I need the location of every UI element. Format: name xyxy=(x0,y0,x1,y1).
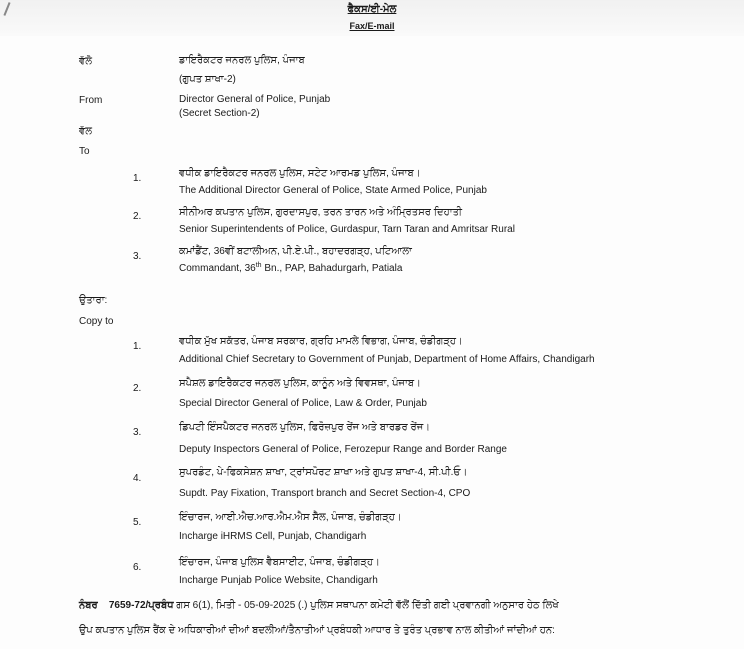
commandant-text: Commandant, 36 xyxy=(179,263,256,274)
copy-item-punjabi: ਡਿਪਟੀ ਇੰਸਪੈਕਟਰ ਜਨਰਲ ਪੁਲਿਸ, ਫਿਰੋਜ਼ਪੁਰ ਰੇਂਜ ਅਤੇ ਬਾਰਡਰ ਰੇਂਜ। xyxy=(179,422,430,433)
to-item-number: 1. xyxy=(133,173,142,184)
from-line1-english: Director General of Police, Punjab xyxy=(179,94,331,105)
ordinal-suffix: th xyxy=(255,262,262,269)
reference-number: 7659-72/ਪ੍ਰਬੰਧ xyxy=(108,600,174,611)
reference-text: ਗਸ 6(1), ਮਿਤੀ - 05-09-2025 (.) ਪੁਲਿਸ ਸਥਾਪਨਾ ਕਮੇਟੀ ਵੱਲੋਂ ਦਿੱਤੀ ਗਈ ਪ੍ਰਵਾਨਗੀ ਅਨੁਸਾਰ ਹੇਠ ਲਿਖੇ xyxy=(173,600,559,611)
to-item-number: 3. xyxy=(133,251,142,262)
copy-item-number: 6. xyxy=(133,562,142,573)
copy-label-punjabi: ਉਤਾਰਾ: xyxy=(79,295,108,306)
copy-label-english: Copy to xyxy=(79,316,114,327)
from-label-punjabi: ਵੱਲੋ xyxy=(79,56,93,67)
copy-item-punjabi: ਇੰਚਾਰਜ, ਪੰਜਾਬ ਪੁਲਿਸ ਵੈਬਸਾਈਟ, ਪੰਜਾਬ, ਚੰਡੀਗੜ੍ਹ। xyxy=(179,557,380,568)
transfer-statement: ਉਪ ਕਪਤਾਨ ਪੁਲਿਸ ਰੈਂਕ ਦੇ ਅਧਿਕਾਰੀਆਂ ਦੀਆਂ ਬਦਲੀਆਂ/ਤੈਨਾਤੀਆਂ ਪ੍ਰਬੰਧਕੀ ਆਧਾਰ ਤੇ ਤੁਰੰਤ ਪ੍ਰਭਾਵ ਨਾਲ ਕੀਤੀਆਂ ਜਾਂਦੀਆਂ ਹਨ: xyxy=(79,625,555,636)
copy-item-number: 1. xyxy=(133,341,142,352)
reference-line xyxy=(79,600,559,613)
to-item-english: Senior Superintendents of Police, Gurdaspur, Tarn Taran and Amritsar Rural xyxy=(179,224,515,235)
to-item-punjabi: ਸੀਨੀਅਰ ਕਪਤਾਨ ਪੁਲਿਸ, ਗੁਰਦਾਸਪੁਰ, ਤਰਨ ਤਾਰਨ ਅਤੇ ਅੰਮ੍ਰਿਤਸਰ ਦਿਹਾਤੀ xyxy=(179,207,463,218)
copy-item-number: 5. xyxy=(133,517,142,528)
copy-item-english: Additional Chief Secretary to Government of Punjab, Department of Home Affairs, Chandigarh xyxy=(179,354,595,365)
copy-item-english: Incharge iHRMS Cell, Punjab, Chandigarh xyxy=(179,531,367,542)
reference-label: ਨੰਬਰ xyxy=(79,600,98,611)
to-label-english: To xyxy=(79,146,90,157)
copy-item-number: 4. xyxy=(133,473,142,484)
to-item-number: 2. xyxy=(133,211,142,222)
title-english: Fax/E-mail xyxy=(349,21,395,31)
copy-item-punjabi: ਇੰਚਾਰਜ, ਆਈ.ਐਚ.ਆਰ.ਐਮ.ਐਸ ਸੈੱਲ, ਪੰਜਾਬ, ਚੰਡੀਗੜ੍ਹ। xyxy=(179,512,402,523)
to-item-punjabi: ਕਮਾਂਡੈਂਟ, 36ਵੀਂ ਬਟਾਲੀਅਨ, ਪੀ.ਏ.ਪੀ., ਬਹਾਦਰਗੜ੍ਹ, ਪਟਿਆਲਾ xyxy=(179,246,412,257)
from-line2-punjabi: (ਗੁਪਤ ਸ਼ਾਖਾ-2) xyxy=(179,74,236,85)
commandant-text-rest: Bn., PAP, Bahadurgarh, Patiala xyxy=(261,263,403,274)
copy-item-english: Deputy Inspectors General of Police, Ferozepur Range and Border Range xyxy=(179,444,507,455)
title-punjabi: ਫੈਕਸ/ਈ-ਮੇਲ xyxy=(347,4,397,15)
copy-item-number: 3. xyxy=(133,427,142,438)
copy-item-punjabi: ਸੁਪਰਡੰਟ, ਪੇ-ਫਿਕਸੇਸ਼ਨ ਸ਼ਾਖਾ, ਟ੍ਰਾਂਸਪੋਰਟ ਸ਼ਾਖਾ ਅਤੇ ਗੁਪਤ ਸ਼ਾਖਾ-4, ਸੀ.ਪੀ.ਓ। xyxy=(179,467,468,478)
to-item-punjabi: ਵਧੀਕ ਡਾਇਰੈਕਟਰ ਜਨਰਲ ਪੁਲਿਸ, ਸਟੇਟ ਆਰਮਡ ਪੁਲਿਸ, ਪੰਜਾਬ। xyxy=(179,168,421,179)
from-label-english: From xyxy=(79,95,103,106)
to-label-punjabi: ਵੱਲ xyxy=(79,126,93,137)
copy-item-number: 2. xyxy=(133,383,142,394)
from-line1-punjabi: ਡਾਇਰੈਕਟਰ ਜਨਰਲ ਪੁਲਿਸ, ਪੰਜਾਬ xyxy=(179,55,305,66)
copy-item-english: Special Director General of Police, Law & Order, Punjab xyxy=(179,398,427,409)
to-item-english: The Additional Director General of Police, State Armed Police, Punjab xyxy=(179,185,487,196)
copy-item-punjabi: ਵਧੀਕ ਮੁੱਖ ਸਕੱਤਰ, ਪੰਜਾਬ ਸਰਕਾਰ, ਗ੍ਰਹਿ ਮਾਮਲੇ ਵਿਭਾਗ, ਪੰਜਾਬ, ਚੰਡੀਗੜ੍ਹ। xyxy=(179,336,463,347)
copy-item-punjabi: ਸਪੈਸ਼ਲ ਡਾਇਰੈਕਟਰ ਜਨਰਲ ਪੁਲਿਸ, ਕਾਨੂੰਨ ਅਤੇ ਵਿਵਸਥਾ, ਪੰਜਾਬ। xyxy=(179,378,421,389)
copy-item-english: Supdt. Pay Fixation, Transport branch and Secret Section-4, CPO xyxy=(179,488,471,499)
from-line2-english: (Secret Section-2) xyxy=(179,108,260,119)
copy-item-english: Incharge Punjab Police Website, Chandigarh xyxy=(179,575,378,586)
to-item-english xyxy=(179,263,402,276)
